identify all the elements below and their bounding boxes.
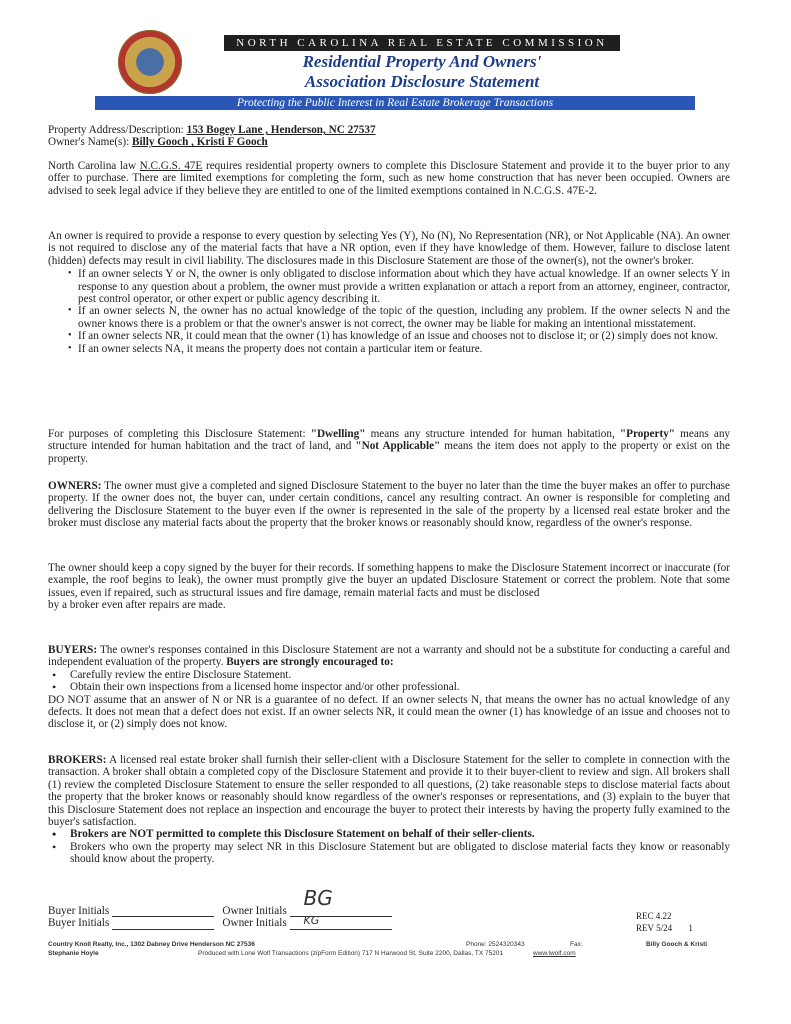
def-text: For purposes of completing this Disclosure Statement: — [48, 428, 311, 440]
owner-initials-signature: BG — [303, 886, 333, 911]
revision: REV 5/24 — [636, 923, 673, 933]
intro-pre: North Carolina law — [48, 160, 140, 172]
footer-client: Billy Gooch & Kristi — [646, 941, 708, 948]
ncrec-seal-logo — [118, 30, 182, 94]
def-text: means any structure intended for human habitation, — [365, 428, 620, 440]
address-label: Property Address/Description: — [48, 124, 184, 136]
owner-names: Billy Gooch , Kristi F Gooch — [132, 136, 268, 149]
buyers-section — [48, 644, 730, 731]
footer-website[interactable]: www.lwolf.com — [533, 950, 576, 957]
buyers-bullet: • Carefully review the entire Disclosure Statement. — [48, 669, 730, 681]
buyer-initials-field[interactable] — [112, 906, 214, 917]
buyer-initials-label: Buyer Initials — [48, 905, 110, 917]
form-code: REC 4.22 — [636, 911, 672, 921]
def-dwelling: "Dwelling" — [310, 428, 366, 440]
property-address: 153 Bogey Lane , Henderson, NC 27537 — [186, 124, 376, 136]
title-line-1: Residential Property And Owners' — [302, 52, 542, 71]
requirement-bullet: • If an owner selects Y or N, the owner is only obligated to disclose information about which they have actual knowledge. If an owner selects Y in response to any question about a problem, the owner must provide a written explanation or attach a report from an attorney, engineer, contractor, pest control operator, or other expert or public agency describing it. — [48, 268, 730, 305]
form-title — [224, 52, 620, 92]
owners-heading: OWNERS: — [48, 480, 102, 492]
requirement-text: An owner is required to provide a response to every question by selecting Yes (Y), No (N), No Representation (NR), or Not Applicable (NA). An owner is not required to disclose any of the material facts that have a NR option, even if they have knowledge of them. However, failure to disclose latent (hidden) defects may result in civil liability. The disclosures made in this Disclosure Statement are those of the owner(s), not the owner's broker. — [48, 230, 730, 267]
owner-initials-label: Owner Initials — [222, 905, 287, 917]
owner-initials-label: Owner Initials — [222, 917, 287, 930]
buyers-text: The owner's responses contained in this Disclosure Statement are not a warranty and should not be a substitute for conducting a careful and independent evaluation of the property. — [48, 644, 730, 669]
brokers-bullet: • Brokers who own the property may select NR in this Disclosure Statement but are obligated to disclose material facts they know or reasonably should know about the property. — [48, 841, 730, 866]
commission-banner: NORTH CAROLINA REAL ESTATE COMMISSION — [224, 35, 620, 51]
brokers-bullet: • Brokers are NOT permitted to complete this Disclosure Statement on behalf of their seller-clients. — [48, 828, 730, 840]
buyers-after: DO NOT assume that an answer of N or NR is a guarantee of no defect. If an owner selects N, that means the owner has no actual knowledge of any defects. It does not mean that a defect does not exist. If an owner selects NR, it could mean the owner (1) has knowledge of an issue and chooses not to disclose it, or (2) simply does not know. — [48, 693, 730, 731]
owner-initials-field[interactable] — [290, 913, 392, 930]
copy-paragraph — [48, 562, 730, 612]
requirement-section — [48, 230, 730, 355]
page-number: 1 — [688, 923, 693, 933]
def-property: "Property" — [619, 428, 676, 440]
intro-post: requires residential property owners to complete this Disclosure Statement and provide it to the buyer prior to any offer to purchase. There are limited exemptions for completing the form, such as new home construction that has never been occupied. Owners are advised to seek legal advice if they believe they are entitled to one of the limited exemptions contained in N.C.G.S. 47E-2. — [48, 160, 730, 197]
def-text: means any structure intended for human habitation and the tract of land, and — [48, 428, 731, 453]
requirement-bullet: • If an owner selects NR, it could mean that the owner (1) has knowledge of an issue and chooses not to disclose it; or (2) simply does not know. — [48, 330, 730, 342]
footer-company: Country Knoll Realty, Inc., 1302 Dabney Drive Henderson NC 27536 — [48, 941, 255, 948]
footer-produced: Produced with Lone Wolf Transactions (zipForm Edition) 717 N Harwood St, Suite 2200, Dallas, TX 75201 — [198, 950, 504, 957]
buyer-initials-field[interactable] — [112, 919, 214, 930]
brokers-text: A licensed real estate broker shall furnish their seller-client with a Disclosure Statement for the seller to complete in connection with the transaction. A broker shall obtain a completed copy of the Disclosure Statement and provide it to their buyer-client to review and sign. All brokers shall (1) review the completed Disclosure Statement to ensure the seller responded to all questions, (2) take reasonable steps to disclose material facts about the property that the broker knows or reasonably should know regardless of the owner's responses or representations, and (3) explain to the buyer that this Disclosure Statement does not replace an inspection and encourage the buyer to protect their interests by having the property fully examined to the buyer's satisfaction. — [48, 754, 730, 829]
law-reference: N.C.G.S. 47E — [139, 160, 203, 172]
brokers-section — [48, 754, 730, 866]
property-info — [48, 124, 730, 149]
requirement-bullet: • If an owner selects N, the owner has no actual knowledge of the topic of the question, including any problem. If the owner selects N and the owner knows there is a problem or that the owner's answer is not correct, the owner may be liable for making an intentional misstatement. — [48, 305, 730, 330]
buyers-bullet: • Obtain their own inspections from a licensed home inspector and/or other professional. — [48, 681, 730, 693]
copy-text: The owner should keep a copy signed by the buyer for their records. If something happens to make the Disclosure Statement incorrect or inaccurate (for example, the roof begins to leak), the owner must promptly give the buyer an updated Disclosure Statement or correct the problem. Note that some issues, even if repaired, such as structural issues and fire damage, remain material facts and must be disclosed — [48, 562, 730, 599]
title-line-2: Association Disclosure Statement — [304, 72, 540, 91]
def-text: means the item does not apply to the property or exist on the property. — [48, 440, 730, 465]
requirement-bullet: • If an owner selects NA, it means the property does not contain a particular item or feature. — [48, 343, 730, 355]
brokers-heading: BROKERS: — [48, 754, 107, 766]
buyers-heading: BUYERS: — [48, 644, 98, 656]
footer-fax: Fax: — [570, 941, 583, 948]
tagline-banner: Protecting the Public Interest in Real Estate Brokerage Transactions — [95, 96, 695, 110]
initials-block — [48, 886, 448, 930]
footer-agent: Stephanie Hoyle — [48, 950, 99, 957]
footer-phone: Phone: 2524320343 — [466, 941, 525, 948]
owners-text: The owner must give a completed and signed Disclosure Statement to the buyer no later than the time the buyer makes an offer to purchase property. If the owner does not, the buyer can, under certain conditions, cancel any resulting contract. An owner is responsible for completing and delivering the Disclosure Statement to the buyer even if the owner is represented in the sale of the property by a licensed real estate broker and the broker must disclose any material facts about the property that the broker knows or reasonably should know, regardless of the owner's response. — [48, 480, 730, 530]
intro-paragraph — [48, 160, 730, 197]
definitions-paragraph — [48, 428, 730, 465]
def-not-applicable: "Not Applicable" — [355, 440, 441, 453]
buyer-initials-label: Buyer Initials — [48, 917, 110, 930]
copy-tail: by a broker even after repairs are made. — [48, 599, 226, 612]
owner-initials-signature: KG — [303, 913, 320, 927]
footer — [48, 941, 728, 965]
owners-section — [48, 480, 730, 530]
buyers-encouraged: Buyers are strongly encouraged to: — [226, 656, 394, 669]
form-code-block — [636, 910, 693, 934]
owners-label: Owner's Name(s): — [48, 136, 130, 149]
